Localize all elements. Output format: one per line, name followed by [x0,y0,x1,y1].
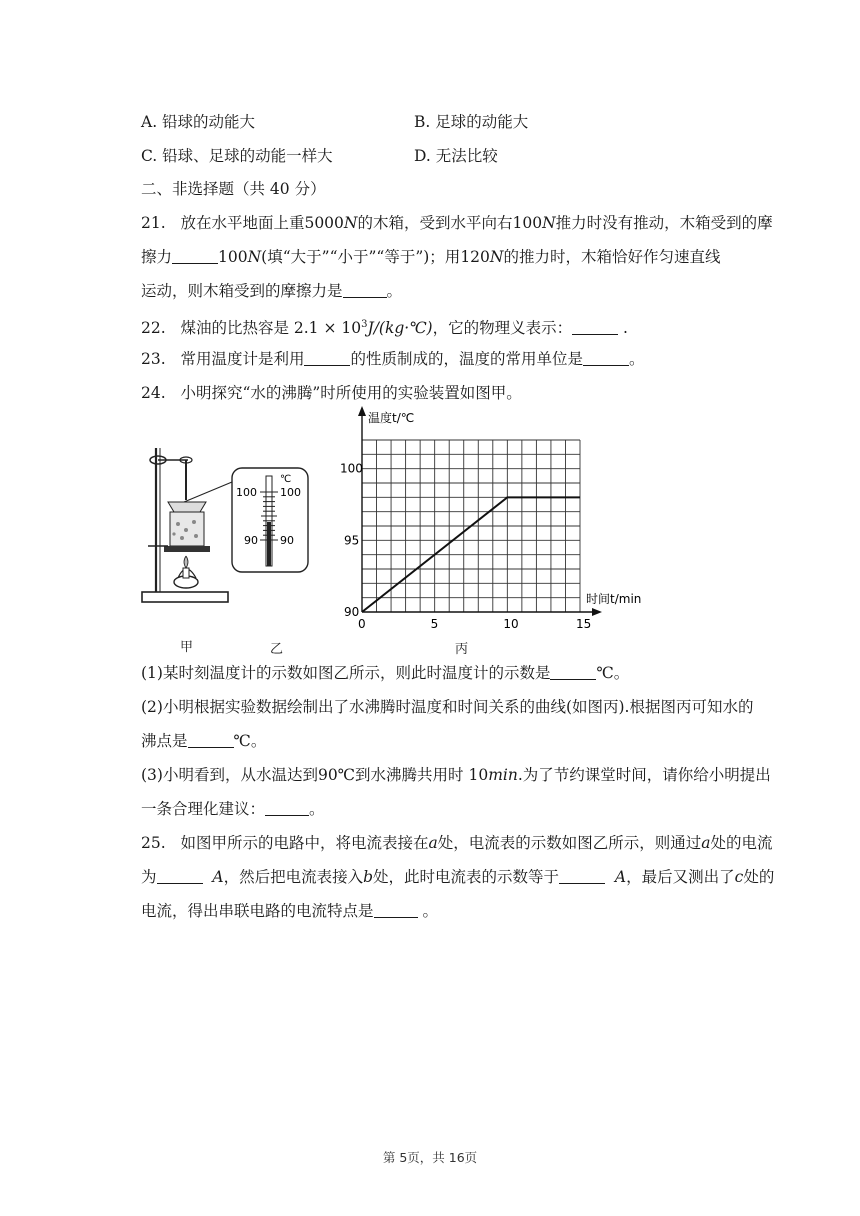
q24-value: 90 [317,766,338,784]
q21-line-2 [141,246,720,268]
thermometer-label-100-right: 100 [280,486,301,499]
q21-force: 120 [460,248,490,266]
q24-text: ℃到水沸腾共用时 [337,766,464,784]
y-tick-label: 100 [340,461,363,476]
thermometer-unit: ℃ [280,474,292,485]
q25-line-2 [141,866,774,888]
q25-text: 电流，得出串联电路的电流特点是 [141,902,374,920]
q24-text: (3)小明看到，从水温达到 [141,766,318,784]
q24-unit: min [488,766,518,784]
q24-text: .为了节约课堂时间，请你给小明提出 [517,766,771,784]
q21-number: 21. [141,214,166,232]
chart-ylabel: 温度t/℃ [368,411,415,425]
q21-text: 擦力 [141,248,173,266]
q21-unit: N [343,214,358,232]
answer-blank[interactable] [374,901,418,918]
q24-sub-2a: (2)小明根据实验数据绘制出了水沸腾时温度和时间关系的曲线(如图丙).根据图丙可知水的 [141,698,754,716]
q21-text: (填“大于”“小于”“等于”)；用 [261,248,461,266]
q25-var: c [734,868,744,886]
chart-tick-labels [340,462,591,630]
q24-sub-3b [141,798,325,820]
q25-text: 。 [417,902,438,920]
y-tick-label: 90 [344,605,360,619]
answer-blank[interactable] [304,349,350,366]
q22-line [141,314,628,339]
q25-var: a [428,834,438,852]
thermometer-figure [180,462,314,578]
q24-sub-2b [141,730,266,752]
q25-text: 为 [141,868,157,886]
figure-label-yi: 乙 [270,642,284,657]
x-axis-arrow [592,608,602,616]
x-tick-label: 10 [503,617,519,630]
q21-text: 的木箱，受到水平向右 [357,214,513,232]
q25-text: 处，电流表的示数如图乙所示，则通过 [437,834,702,852]
q22-text: 煤油的比热容是 [180,319,289,338]
q25-unit: A [614,868,627,886]
chart-xlabel: 时间t/min [586,592,642,606]
q24-text: 沸点是 [141,732,188,750]
answer-blank[interactable] [559,867,605,884]
y-tick-label: 95 [344,533,360,548]
q22-text: . [618,319,628,338]
option-d: D. 无法比较 [414,147,498,165]
answer-blank[interactable] [583,349,629,366]
q24-value: 10 [468,766,489,784]
answer-blank[interactable] [172,247,218,264]
q25-var: a [701,834,711,852]
q22-exponent: 3 [361,319,368,330]
q24-number: 24. [141,384,166,402]
q23-number: 23. [141,350,166,368]
q24-sub-1 [141,662,629,684]
answer-blank[interactable] [265,799,309,816]
q23-text: 常用温度计是利用 [180,350,305,368]
q22-number: 22. [141,319,166,338]
q24-text: 。 [309,800,325,818]
q25-line-1 [141,832,772,854]
y-axis-arrow [358,406,366,416]
q23-line [141,348,644,370]
q21-text: 放在水平地面上重 [180,214,305,232]
q21-text: 运动，则木箱受到的摩擦力是 [141,282,343,300]
q25-line-3 [141,900,438,922]
option-b: B. 足球的动能大 [414,113,529,131]
q21-unit: N [489,248,504,266]
q25-number: 25. [141,834,166,852]
q21-force: 100 [512,214,543,232]
figure-label-bing: 丙 [455,642,469,657]
q23-text: 的性质制成的，温度的常用单位是 [350,350,583,368]
q21-text: 推力时没有推动，木箱受到的摩 [555,214,773,232]
q25-text: 处，此时电流表的示数等于 [373,868,560,886]
page-footer: 第 5页，共 16页 [382,1150,478,1165]
q21-force: 100 [218,248,248,266]
q25-unit: A [212,868,224,886]
q21-text: 的推力时，木箱恰好作匀速直线 [503,248,721,266]
q25-text: ，然后把电流表接入 [223,868,364,886]
temperature-time-chart [322,404,652,630]
q24-text: ℃。 [596,664,630,682]
option-a: A. 铅球的动能大 [141,113,256,131]
section-heading: 二、非选择题（共 40 分） [141,180,326,198]
thermometer-label-100-left: 100 [236,486,257,499]
answer-blank[interactable] [550,663,596,680]
x-tick-label: 5 [430,617,439,630]
q25-text: ，最后又测出了 [626,868,735,886]
answer-blank[interactable] [188,731,234,748]
q24-sub-3a [141,764,771,786]
x-tick-label: 0 [358,617,366,630]
q24-text: (1)某时刻温度计的示数如图乙所示，则此时温度计的示数是 [141,664,551,682]
q24-text: 小明探究“水的沸腾”时所使用的实验装置如图甲。 [180,384,522,402]
figure-label-jia: 甲 [180,640,194,655]
q24-line [141,382,522,404]
q22-unit: J/(kg·℃) [367,319,433,338]
q21-line-1 [141,212,773,234]
answer-blank[interactable] [572,318,618,335]
option-c: C. 铅球、足球的动能一样大 [141,147,333,165]
q22-text: ，它的物理义表示： [432,319,573,338]
q25-text: 处的电流 [710,834,773,852]
q21-weight: 5000 [304,214,344,232]
thermometer-label-90-left: 90 [244,534,258,547]
q21-unit: N [247,248,262,266]
q21-line-3 [141,280,402,302]
answer-blank[interactable] [343,281,387,298]
q24-text: 一条合理化建议： [141,800,266,818]
q23-text: 。 [628,350,645,368]
x-tick-label: 15 [576,617,592,630]
q22-value: 2.1 × 10 [293,319,362,338]
q25-var: b [363,868,374,886]
thermometer-label-90-right: 90 [280,534,294,547]
q21-unit: N [542,214,556,232]
q21-text: 。 [386,282,403,300]
q25-text: 处的 [743,868,775,886]
q24-text: ℃。 [233,732,267,750]
q25-text: 如图甲所示的电路中，将电流表接在 [180,834,429,852]
answer-blank[interactable] [157,867,203,884]
